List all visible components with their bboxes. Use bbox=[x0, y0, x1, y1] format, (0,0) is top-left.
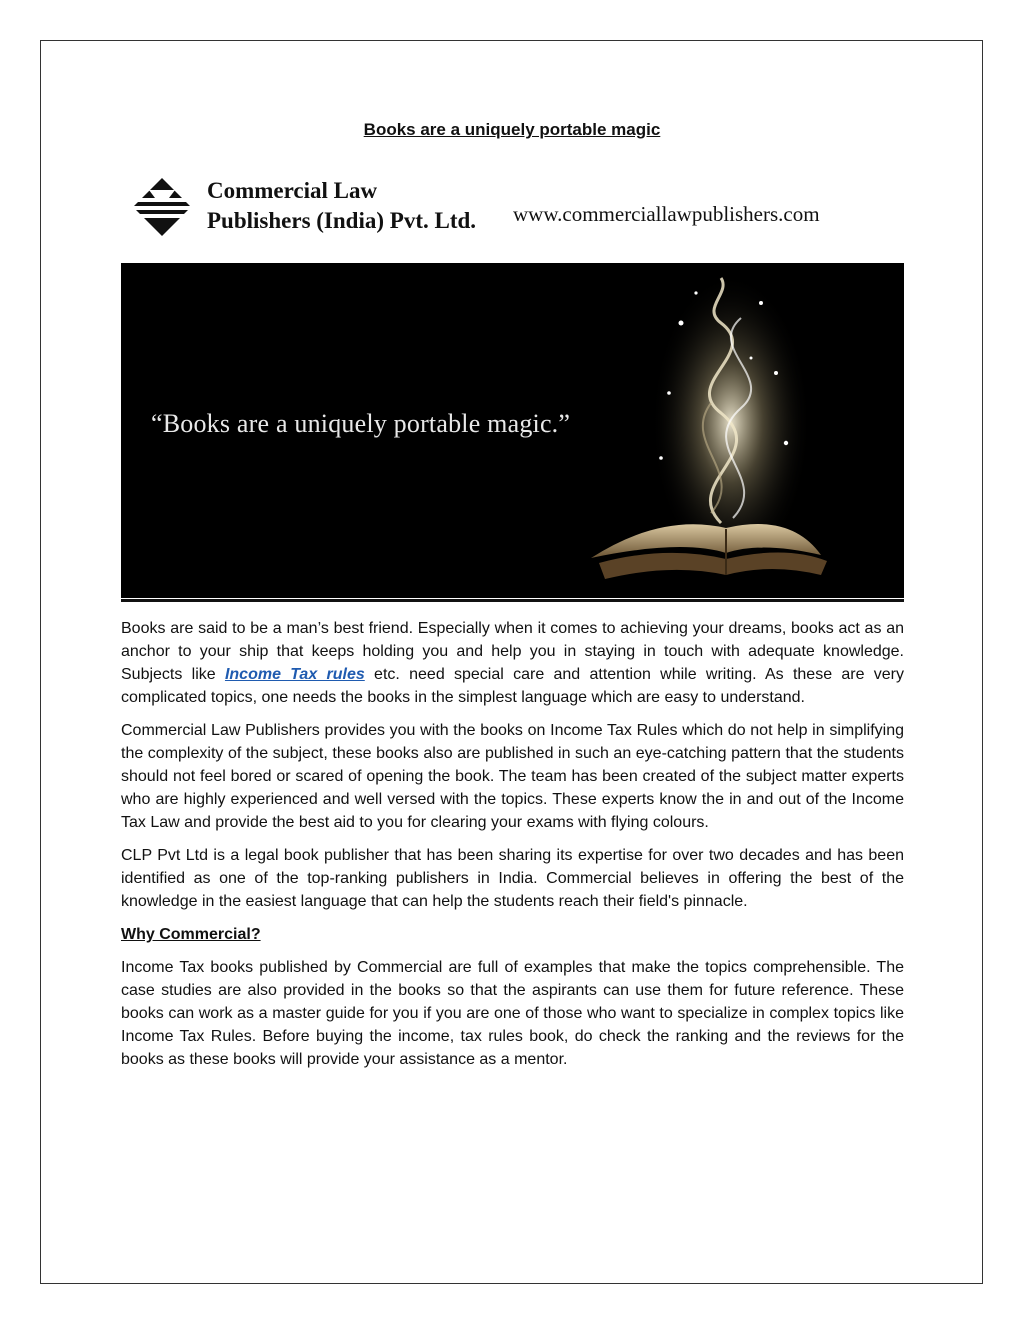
company-name bbox=[207, 176, 476, 236]
income-tax-rules-link[interactable]: Income Tax rules bbox=[224, 666, 365, 683]
paragraph-3: CLP Pvt Ltd is a legal book publisher that has been sharing its expertise for over two decades and has been identified as one of the top-ranking publishers in India. Commercial believes in offering the best of the knowledge in the easiest language that can help the students reach their field's pinnacle. bbox=[121, 847, 904, 910]
company-name-line2: Publishers (India) Pvt. Ltd. bbox=[207, 208, 477, 233]
document-title: Books are a uniquely portable magic bbox=[363, 120, 661, 139]
hero-image bbox=[121, 263, 904, 598]
company-name-line1: Commercial Law bbox=[207, 178, 378, 203]
logo-band bbox=[121, 158, 904, 263]
paragraph-1-text-after-link: etc. need special care and attention while writing. As these are very complicated topics, one needs the books in the simplest language which are easy to understand. bbox=[121, 666, 905, 706]
paragraph-1-text-before-link: Books are said to be a man’s best friend. Especially when it comes to achieving your dreams, books act as an anchor to your ship that keeps holding you and help you in staying in touch with adequate knowledge. Subjects like bbox=[121, 620, 904, 683]
banner-image bbox=[121, 158, 904, 598]
article-body bbox=[121, 617, 904, 1081]
paragraph-4: Income Tax books published by Commercial are full of examples that make the topics comprehensible. The case studies are also provided in the books so that the aspirants can use them for future reference. These books can work as a master guide for you if you are one of those who want to specialize in complex topics like Income Tax Rules. Before buying the income, tax rules book, do check the ranking and the reviews for the books as these books will provide your assistance as a mentor. bbox=[121, 959, 904, 1068]
paragraph-1 bbox=[121, 617, 904, 709]
why-commercial-heading: Why Commercial? bbox=[121, 926, 261, 943]
divider bbox=[121, 599, 904, 602]
hero-quote: “Books are a uniquely portable magic.” bbox=[151, 409, 571, 438]
paragraph-2: Commercial Law Publishers provides you with the books on Income Tax Rules which do not help in simplifying the complexity of the subject, these books also are published in such an eye-catching pattern that the students should not feel bored or scared of opening the book. The team has been created of the subject matter experts who are highly experienced and well versed with the topics. These experts know the in and out of the Income Tax Law and provide the best aid to you for clearing your exams with flying colours. bbox=[121, 722, 904, 831]
website-url: www.commerciallawpublishers.com bbox=[513, 202, 820, 226]
clp-logo-icon bbox=[131, 176, 193, 238]
